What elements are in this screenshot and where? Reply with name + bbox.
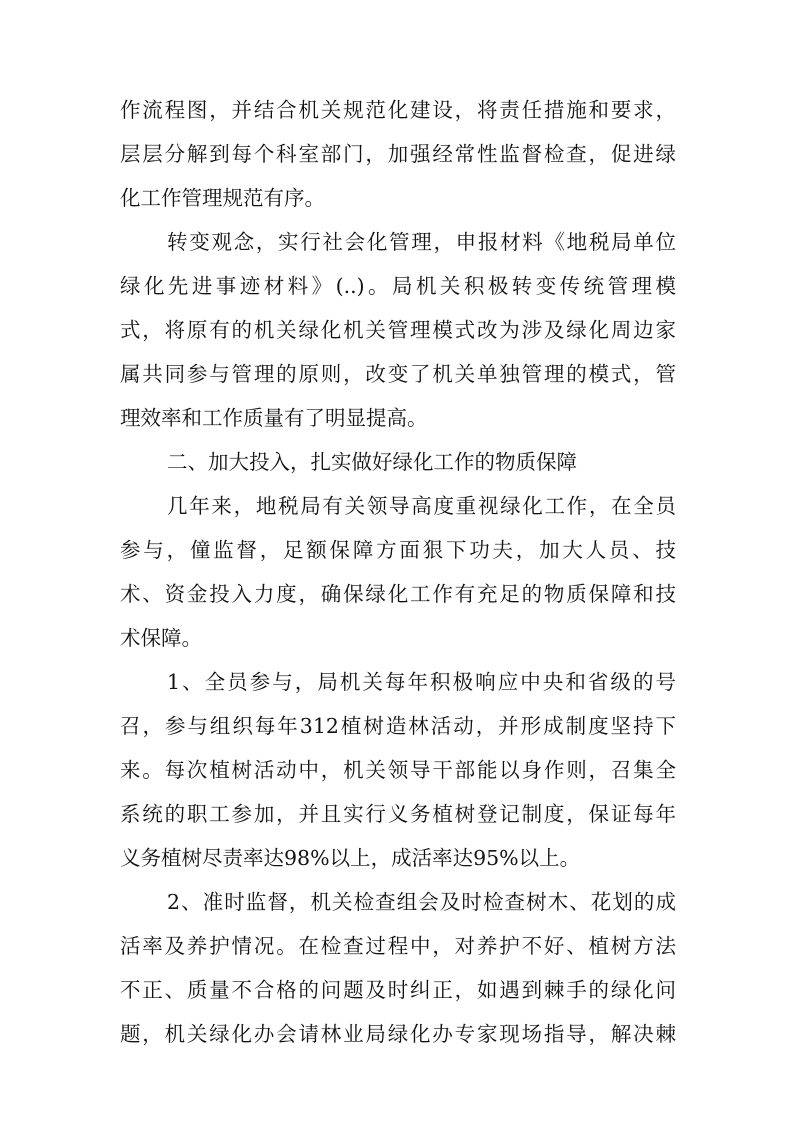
text-line: 术、资金投入力度，确保绿化工作有充足的物质保障和技 [120, 582, 676, 606]
text-line: 义务植树尽责率达98%以上，成活率达95%以上。 [120, 846, 581, 870]
text-line: 活率及养护情况。在检查过程中，对养护不好、植树方法 [120, 934, 676, 958]
text-line: 作流程图，并结合机关规范化建设，将责任措施和要求， [120, 98, 676, 122]
paragraph-first-line: 2、准时监督，机关检查组会及时检查树木、花划的成 [167, 890, 676, 914]
paragraph-first-line: 转变观念，实行社会化管理，申报材料《地税局单位 [167, 230, 676, 254]
text-line: 理效率和工作质量有了明显提高。 [120, 406, 428, 430]
text-line: 化工作管理规范有序。 [120, 186, 325, 210]
text-line: 题，机关绿化办会请林业局绿化办专家现场指导，解决棘 [120, 1022, 676, 1046]
section-heading: 二、加大投入，扎实做好绿化工作的物质保障 [167, 450, 577, 474]
text-line: 来。每次植树活动中，机关领导干部能以身作则，召集全 [120, 758, 676, 782]
text-line: 术保障。 [120, 626, 202, 650]
text-line: 绿化先进事迹材料》(..)。局机关积极转变传统管理模 [120, 274, 676, 298]
text-line: 式，将原有的机关绿化机关管理模式改为涉及绿化周边家 [120, 318, 676, 342]
text-line: 属共同参与管理的原则，改变了机关单独管理的模式，管 [120, 362, 676, 386]
text-line: 系统的职工参加，并且实行义务植树登记制度，保证每年 [120, 802, 676, 826]
paragraph-first-line: 1、全员参与，局机关每年积极响应中央和省级的号 [167, 670, 676, 694]
text-line: 不正、质量不合格的问题及时纠正，如遇到棘手的绿化问 [120, 978, 676, 1002]
paragraph-first-line: 几年来，地税局有关领导高度重视绿化工作，在全员 [167, 494, 676, 518]
text-line: 参与，僮监督，足额保障方面狠下功夫，加大人员、技 [120, 538, 676, 562]
text-line: 层层分解到每个科室部门，加强经常性监督检查，促进绿 [120, 142, 676, 166]
text-line: 召，参与组织每年312植树造林活动，并形成制度坚持下 [120, 714, 676, 738]
